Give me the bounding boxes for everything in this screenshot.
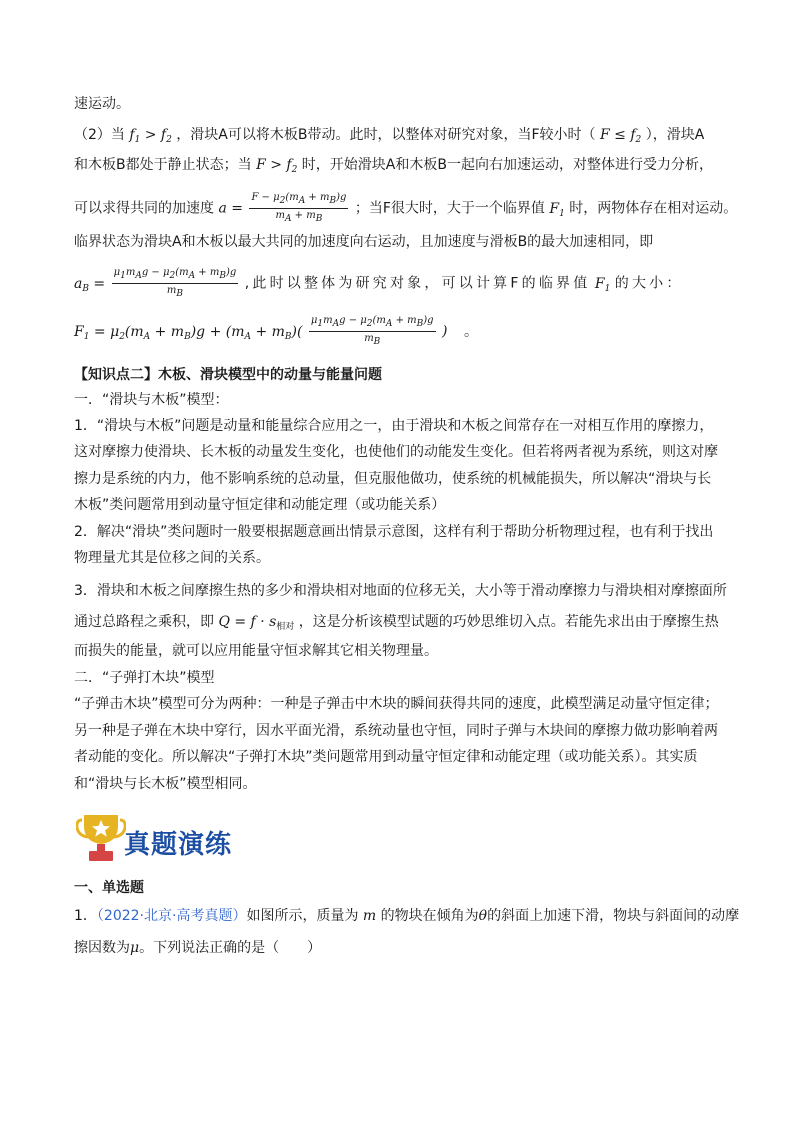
paragraph-4-line1: “子弹击木块”模型可分为两种：一种是子弹击中木块的瞬间获得共同的速度，此模型满足动量守恒定律； [74,696,719,712]
paragraph-continuation: 速运动。 [74,96,130,112]
symbol-m: m [362,908,377,924]
paragraph-1-line3: 擦力是系统的内力，他不影响系统的总动量，但克服他做功，使系统的机械能损失，所以解决“滑块与长 [74,471,712,487]
paragraph-case2-line6: $F_1 = \mu_2(m_A + m_B)g + (m_A + m_B)$( $\frac{\text{μ1mAg − μ2(mA + mB)g}}{mB}$ ) 。 [74,315,478,347]
paragraph-3-line1: 3．滑块和木板之间摩擦生热的多少和滑块相对地面的位移无关，大小等于滑动摩擦力与滑块相对摩擦面所 [74,583,727,599]
symbol-mu: μ [130,940,140,956]
formula-aB-fraction: $\frac{\text{μ1mAg − μ2(mA + mB)g}}{mB}$ [113,267,237,299]
symbol-theta: θ [478,908,488,924]
paragraph-3-line3: 而损失的能量，就可以应用能量守恒求解其它相关物理量。 [74,643,438,659]
paragraph-4-line3: 者动能的变化。所以解决“子弹打木块”类问题常用到动量守恒定律和动能定理（或功能关系）。其实质 [74,749,698,765]
formula-F1: $F_1$ [549,200,565,219]
formula-acceleration: a = [218,200,243,217]
paragraph-case2-line2: 和木板B都处于静止状态；当 $F > f_2$ 时，开始滑块A和木板B一起向右加速运动，对整体进行受力分析， [74,157,713,175]
paragraph-case2-line4: 临界状态为滑块A和木板以最大共同的加速度向右运动，且加速度与滑板B的最大加速相同，即 [74,234,654,250]
paragraph-3-line2: 通过总路程之乘积，即 $Q = f \cdot s_{相对}$ ，这是分析该模型试题的巧妙思维切入点。若能先求出由于摩擦生热 [74,614,719,632]
subsection-title-bullet-block: 二．“子弹打木块”模型 [74,670,215,686]
formula-F1-b: $F_1$ [594,275,611,294]
question-1-line2: 擦因数为μ。下列说法正确的是（ ） [74,940,322,956]
paragraph-case2-line5: $a_B$ = $\frac{\text{μ1mAg − μ2(mA + mB)g}}{mB}$ ,此时以整体为研究对象，可以计算F的临界值 $F_1$ 的大小： [74,267,684,299]
paragraph-4-line2: 另一种是子弹在木块中穿行，因水平面光滑，系统动量也守恒，同时子弹与木块间的摩擦力做功影响着两 [74,723,718,739]
subsection-title-slider-board: 一．“滑块与木板”模型： [74,392,229,408]
paragraph-2-line1: 2．解决“滑块”类问题时一般要根据题意画出情景示意图，这样有利于帮助分析物理过程，也有利于找出 [74,524,714,540]
formula-F1-critical-fraction: $\frac{\text{μ1mAg − μ2(mA + mB)g}}{mB}$ [310,315,434,347]
knowledge-point-heading: 【知识点二】木板、滑块模型中的动量与能量问题 [74,367,382,383]
paragraph-1-line1: 1．“滑块与木板”问题是动量和能量综合应用之一，由于滑块和木板之间常存在一对相互作用的摩擦力， [74,418,714,434]
formula-F1-critical: $F_1 = \mu_2(m_A + m_B)g + (m_A + m_B)$( [74,323,303,342]
formula-aB: $a_B$ = [74,275,106,294]
question-source[interactable]: （2022·北京·高考真题） [96,908,247,924]
paragraph-1-line4: 木板”类问题常用到动量守恒定律和动能定理（或功能关系） [74,497,446,513]
formula-F-gt-f2: $F > f_2$ [256,157,298,175]
question-1-line1: 1．（2022·北京·高考真题）如图所示，质量为 m 的物块在倾角为θ的斜面上加速下滑，物块与斜面间的动摩 [74,908,740,924]
paragraph-4-line4: 和“滑块与长木板”模型相同。 [74,776,257,792]
paragraph-2-line2: 物理量尤其是位移之间的关系。 [74,550,270,566]
formula-heat: $Q = f \cdot s_{相对}$ [218,614,295,632]
formula-F-le-f2: $F \le f_2$ [599,127,642,145]
paragraph-1-line2: 这对摩擦力使滑块、长木板的动量发生变化，也使他们的动能发生变化。但若将两者视为系统，则这对摩 [74,444,718,460]
paragraph-case2-line3: 可以求得共同的加速度 a = $\frac{F - \mu 2(mA + mB)g}{mA + mB}$ ；当F很大时，大于一个临界值 $F_1$ 时，两物体存在相对运动。 [74,192,738,224]
formula-f1-gt-f2: $f_1 > f_2$ [129,127,172,145]
paragraph-case2-line1: （2）当 $f_1 > f_2$ ，滑块A可以将木板B带动。此时，以整体对研究对象，当F较小时（ $F \le f_2$ ），滑块A [74,127,705,145]
section-title: 真题演练 [124,830,233,860]
question-type-heading: 一、单选题 [74,880,144,896]
formula-acceleration-fraction: $\frac{F - \mu 2(mA + mB)g}{mA + mB}$ [251,192,347,224]
trophy-icon [76,812,126,864]
